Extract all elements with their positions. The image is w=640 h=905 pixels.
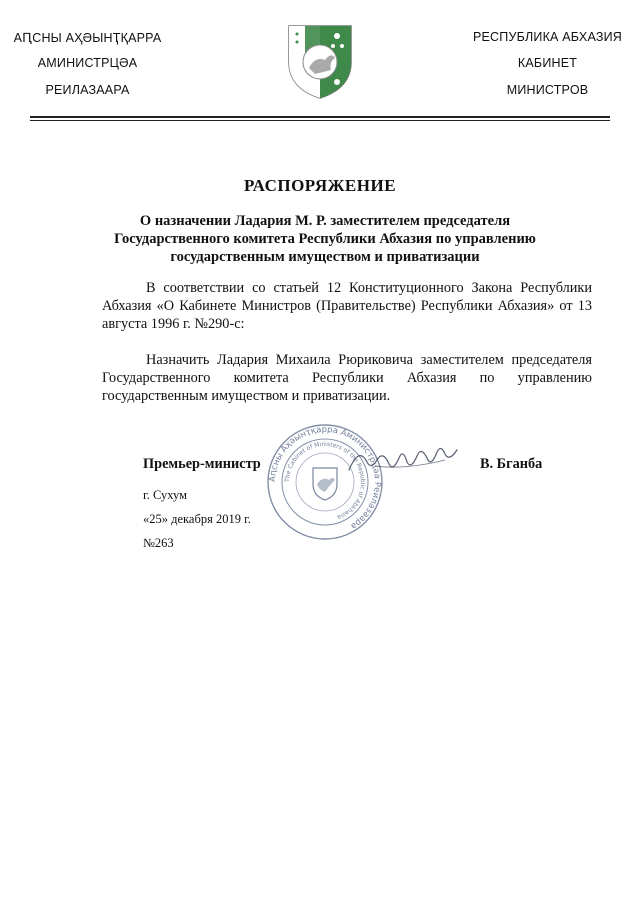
document-number: №263 [143, 536, 174, 550]
document-place: г. Сухум [143, 488, 188, 502]
seal-inner-text: The Cabinet of Ministers of the Republic of Abkhazia [283, 440, 367, 521]
header-rule-thick [30, 116, 610, 118]
document-title: РАСПОРЯЖЕНИЕ [243, 176, 397, 195]
header-right-line-2: КАБИНЕТ [517, 56, 578, 70]
signer-name: В. Бганба [480, 456, 543, 472]
header-left-line-2: АМИНИСТРЦӘА [37, 56, 138, 70]
document-date: «25» декабря 2019 г. [143, 512, 251, 526]
header-left-line-1: АԤСНЫ АҲӘЫНҬҚАРРА [13, 31, 162, 45]
header-left-line-3: РЕИЛАЗААРА [45, 83, 130, 97]
header-right-line-3: МИНИСТРОВ [506, 83, 589, 97]
state-emblem-icon [285, 22, 355, 100]
header-right-line-1: РЕСПУБЛИКА АБХАЗИЯ [472, 30, 623, 44]
document-subject: О назначении Ладария М. Р. заместителем председателя Государственного комитета Республики Абхазия по управлению государственным имуществом и приватизации [114, 213, 536, 265]
body-paragraph-1: В соответствии со статьей 12 Конституционного Закона Республики Абхазия «О Кабинете Министров (Правительстве) Республики Абхазия» от 13 августа 1996 г. №290-с: [102, 280, 592, 332]
handwritten-signature [345, 440, 465, 480]
seal-outer-text: Аԥсны Аҳәынҭқарра Аминистрцәа Реилазаара [267, 424, 383, 532]
header-rule-thin [30, 120, 610, 121]
signer-title: Премьер-министр [143, 456, 261, 472]
body-paragraph-2: Назначить Ладария Михаила Рюриковича заместителем председателя Государственного комитета Республики Абхазия по управлению государственным имуществом и приватизации. [102, 352, 592, 404]
